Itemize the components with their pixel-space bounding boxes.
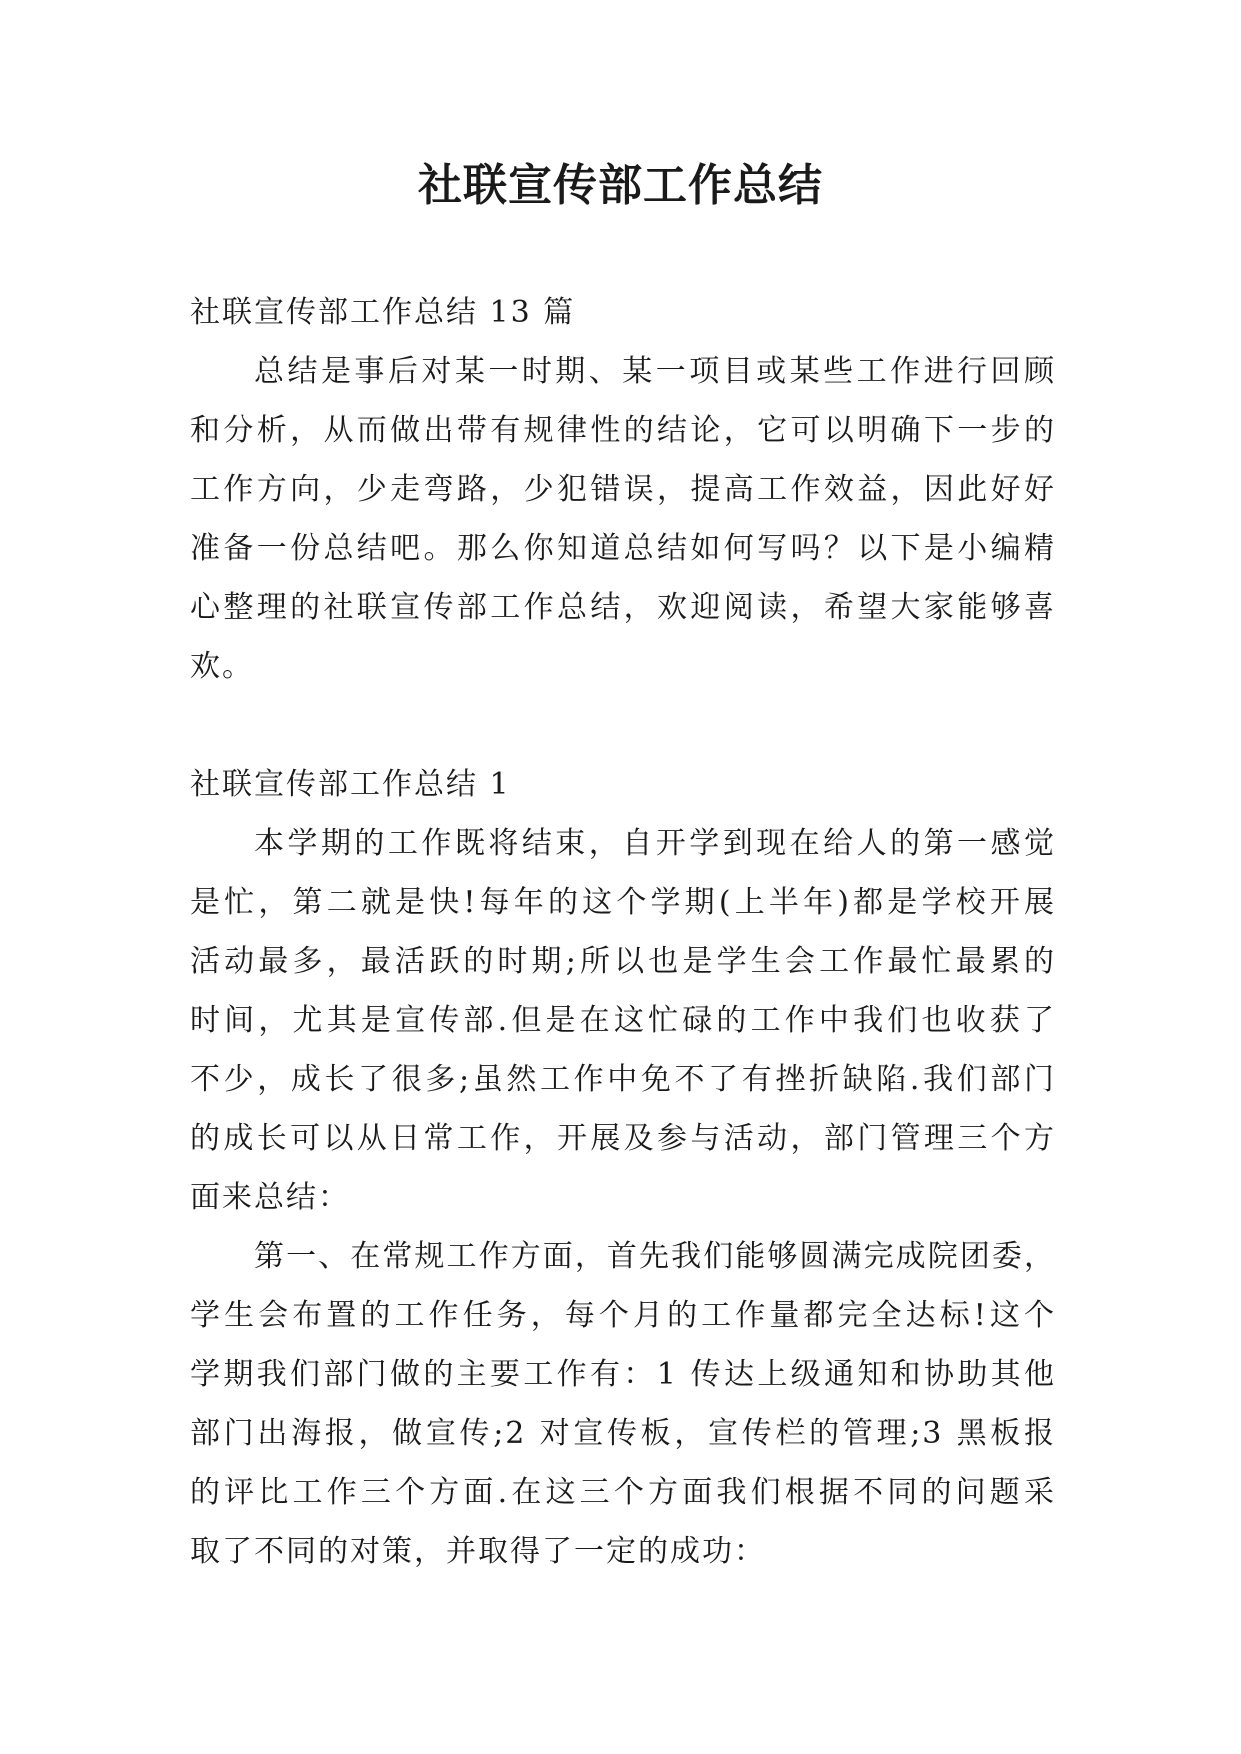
paragraph-line: 时间，尤其是宣传部.但是在这忙碌的工作中我们也收获了	[190, 1003, 1056, 1038]
paragraph-line: 面来总结：	[190, 1180, 350, 1215]
paragraph-line: 不少，成长了很多;虽然工作中免不了有挫折缺陷.我们部门	[190, 1062, 1056, 1097]
paragraph-line: 活动最多，最活跃的时期;所以也是学生会工作最忙最累的	[190, 944, 1056, 979]
intro-heading: 社联宣传部工作总结 13 篇	[190, 295, 576, 330]
paragraph-line: 部门出海报，做宣传;2 对宣传板，宣传栏的管理;3 黑板报	[190, 1416, 1056, 1451]
paragraph-line: 学期我们部门做的主要工作有：1 传达上级通知和协助其他	[190, 1357, 1056, 1392]
paragraph-line: 本学期的工作既将结束，自开学到现在给人的第一感觉	[254, 826, 1056, 861]
section-spacer	[190, 696, 1056, 755]
paragraph-line: 是忙，第二就是快!每年的这个学期(上半年)都是学校开展	[190, 885, 1056, 920]
intro-paragraph	[190, 342, 1056, 696]
paragraph-line: 学生会布置的工作任务，每个月的工作量都完全达标!这个	[190, 1298, 1056, 1333]
paragraph-line: 总结是事后对某一时期、某一项目或某些工作进行回顾	[254, 354, 1056, 389]
section1-paragraph-1	[190, 814, 1056, 1227]
paragraph-line: 的成长可以从日常工作，开展及参与活动，部门管理三个方	[190, 1121, 1056, 1156]
paragraph-line: 欢。	[190, 649, 254, 684]
document-body	[190, 283, 1056, 1581]
paragraph-line: 准备一份总结吧。那么你知道总结如何写吗？以下是小编精	[190, 531, 1056, 566]
paragraph-line: 取了不同的对策，并取得了一定的成功：	[190, 1534, 766, 1569]
paragraph-line: 和分析，从而做出带有规律性的结论，它可以明确下一步的	[190, 413, 1056, 448]
paragraph-line: 第一、在常规工作方面，首先我们能够圆满完成院团委，	[254, 1239, 1056, 1274]
document-title: 社联宣传部工作总结	[418, 160, 823, 211]
section1-paragraph-2	[190, 1227, 1056, 1581]
section-heading: 社联宣传部工作总结 1	[190, 767, 511, 802]
paragraph-line: 工作方向，少走弯路，少犯错误，提高工作效益，因此好好	[190, 472, 1056, 507]
paragraph-line: 心整理的社联宣传部工作总结，欢迎阅读，希望大家能够喜	[190, 590, 1056, 625]
paragraph-line: 的评比工作三个方面.在这三个方面我们根据不同的问题采	[190, 1475, 1056, 1510]
